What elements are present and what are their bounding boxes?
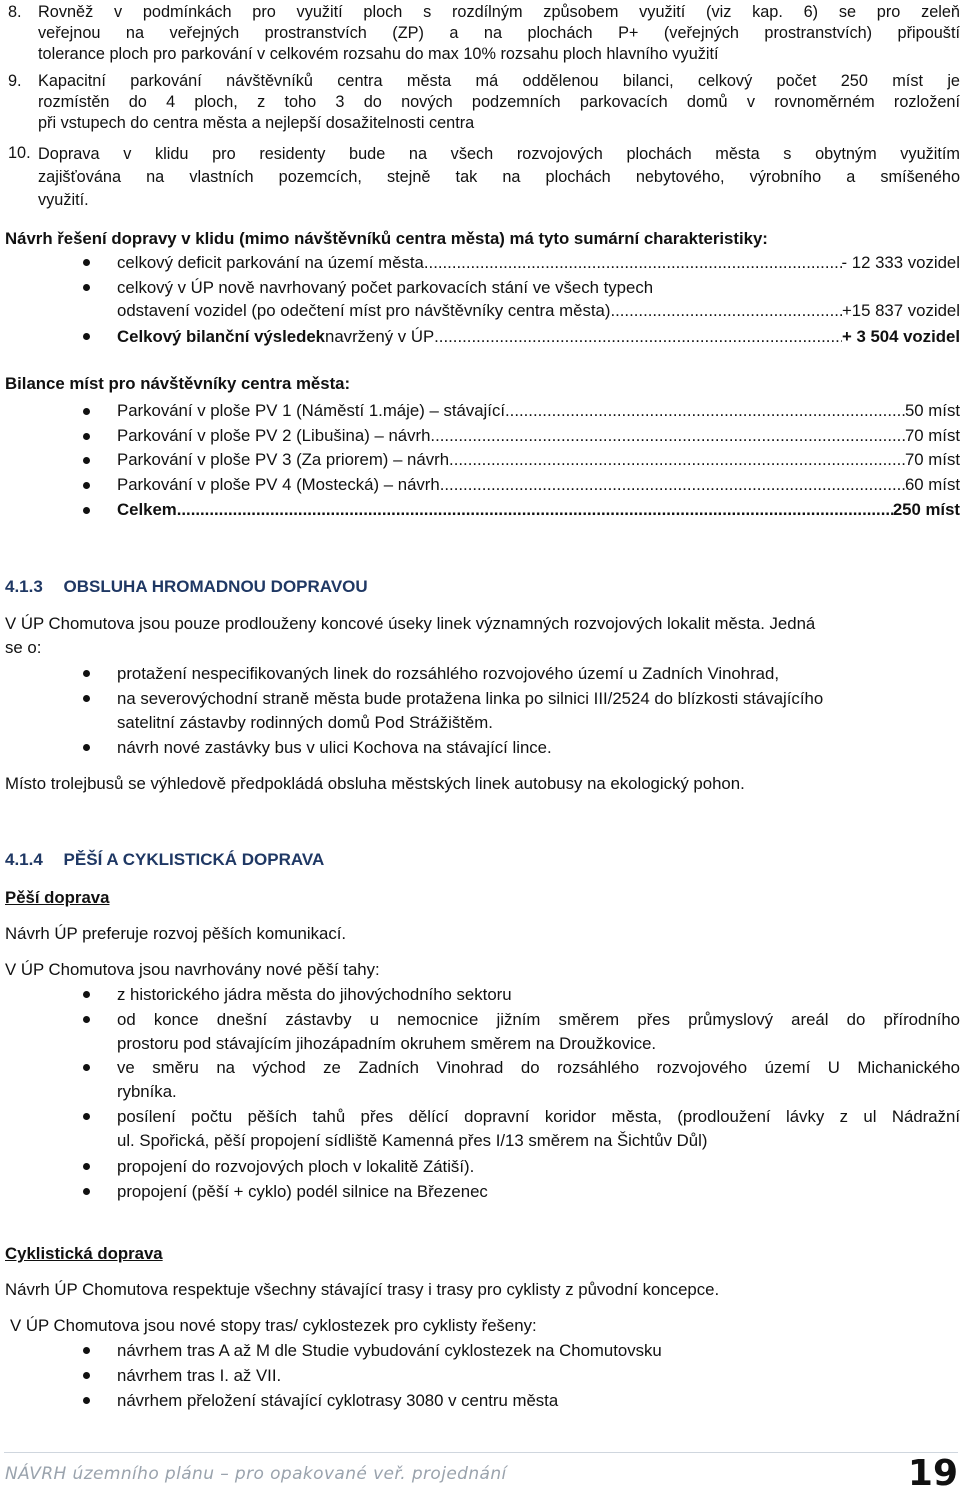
item-line: tolerance ploch pro parkování v celkovém rozsahu do max 10% rozsahu ploch hlavního využití <box>38 45 719 63</box>
item-line: Kapacitní parkování návštěvníků centra města má oddělenou bilanci, celkový počet 250 míst je <box>38 72 960 90</box>
bullet-icon <box>83 482 90 489</box>
section-title: PĚŠÍ A CYKLISTICKÁ DOPRAVA <box>63 850 325 869</box>
row-label: Parkování v ploše PV 2 (Libušina) – návrh <box>117 426 431 445</box>
transit-intro-line2: se o: <box>5 638 42 657</box>
leader-dots <box>434 326 842 348</box>
bullet-icon <box>83 1372 90 1379</box>
bullet-icon <box>83 284 90 291</box>
bullet-icon <box>83 670 90 677</box>
item-line: veřejnou na veřejných prostranstvích (ZP) a na plochách P+ (veřejných prostranstvích) připouští <box>38 24 960 42</box>
row-value: 250 míst <box>892 500 960 519</box>
pedestrian-bullet-cont: rybníka. <box>117 1082 177 1101</box>
pedestrian-bullet-cont: ul. Spořická, pěší propojení sídliště Kamenná přes I/13 směrem na Šichtův Důl) <box>117 1131 708 1150</box>
bullet-icon <box>83 259 90 266</box>
transit-bullet: na severovýchodní straně města bude protažena linka po silnici III/2524 do blízkosti stávajícího <box>117 689 824 708</box>
section-number: 4.1.3 <box>5 577 43 596</box>
row-label: celkový deficit parkování na území města <box>117 253 424 272</box>
transit-bullet: návrh nové zastávky bus v ulici Kochova na stávající lince. <box>117 738 552 757</box>
section-title: OBSLUHA HROMADNOU DOPRAVOU <box>63 577 368 596</box>
leader-dots <box>440 474 905 496</box>
leader-dots <box>430 425 905 447</box>
transit-bullet: protažení nespecifikovaných linek do rozsáhlého rozvojového území u Zadních Vinohrad, <box>117 664 780 683</box>
bullet-icon <box>83 1016 90 1023</box>
visitor-balance-heading: Bilance míst pro návštěvníky centra města: <box>5 374 351 393</box>
pedestrian-subheading: Pěší doprava <box>5 888 110 907</box>
bullet-icon <box>83 507 90 514</box>
bullet-icon <box>83 744 90 751</box>
bullet-icon <box>83 1347 90 1354</box>
row-value: + 3 504 vozidel <box>841 327 960 346</box>
footer-divider <box>4 1452 958 1453</box>
item-number: 8. <box>8 3 22 21</box>
transit-bullet-cont: satelitní zástavby rodinných domů Pod Strážištěm. <box>117 713 493 732</box>
cycling-para1: Návrh ÚP Chomutova respektuje všechny stávající trasy i trasy pro cyklisty z původní koncepce. <box>5 1280 720 1299</box>
bullet-icon <box>83 991 90 998</box>
row-value: 70 míst <box>904 426 960 445</box>
parking-deficit-row <box>117 252 960 274</box>
parking-new-row-line1: celkový v ÚP nově navrhovaný počet parkovacích stání ve všech typech <box>117 278 654 297</box>
bullet-icon <box>83 1113 90 1120</box>
item-line: rozmístěn do 4 ploch, z toho 3 do nových podzemních parkovacích domů v rovnoměrném rozložení <box>38 93 960 111</box>
item-line: Doprava v klidu pro residenty bude na všech rozvojových plochách města s obytným využitím <box>38 145 960 163</box>
bullet-icon <box>83 433 90 440</box>
bullet-icon <box>83 1188 90 1195</box>
row-label: Parkování v ploše PV 4 (Mostecká) – návrh <box>117 475 440 494</box>
cycling-subheading: Cyklistická doprava <box>5 1244 163 1263</box>
pedestrian-para1: Návrh ÚP preferuje rozvoj pěších komunikací. <box>5 924 347 943</box>
item-number: 10. <box>8 144 31 162</box>
pedestrian-bullet: ve směru na východ ze Zadních Vinohrad do rozsáhlého rozvojového území U Michanického <box>117 1058 960 1077</box>
item-line: využití. <box>38 191 89 209</box>
visitor-row-pv3 <box>117 449 960 471</box>
item-line: zajišťována na vlastních pozemcích, stejně tak na plochách nebytového, výrobního a smíšeného <box>38 168 960 186</box>
pedestrian-para2: V ÚP Chomutova jsou navrhovány nové pěší tahy: <box>5 960 380 979</box>
bullet-icon <box>83 695 90 702</box>
item-line: při vstupech do centra města a nejlepší dosažitelnosti centra <box>38 114 475 132</box>
bullet-icon <box>83 1397 90 1404</box>
row-label: navržený v ÚP <box>325 327 435 346</box>
cycling-bullet: návrhem tras A až M dle Studie vybudování cyklostezek na Chomutovsku <box>117 1341 662 1360</box>
section-heading-4-1-3 <box>5 577 368 597</box>
row-value: 50 míst <box>904 401 960 420</box>
pedestrian-bullet: posílení počtu pěších tahů přes dělící dopravní koridor města, (prodloužení lávky z ul Nádražní <box>117 1107 960 1126</box>
leader-dots <box>610 300 842 322</box>
row-label: Parkování v ploše PV 1 (Náměstí 1.máje) – stávající <box>117 401 505 420</box>
bullet-icon <box>83 457 90 464</box>
parking-new-row <box>117 300 960 322</box>
pedestrian-bullet-cont: prostoru pod stávajícím jihozápadním okruhem směrem na Droužkovice. <box>117 1034 657 1053</box>
row-label: Parkování v ploše PV 3 (Za priorem) – návrh <box>117 450 450 469</box>
bullet-icon <box>83 1064 90 1071</box>
row-value: +15 837 vozidel <box>841 301 960 320</box>
cycling-bullet: návrhem tras I. až VII. <box>117 1366 282 1385</box>
pedestrian-bullet: od konce dnešní zástavby u nemocnice jižním směrem přes průmyslový areál do přírodního <box>117 1010 960 1029</box>
item-line: Rovněž v podmínkách pro využití ploch s rozdílným způsobem využití (viz kap. 6) se pro zeleň <box>38 3 960 21</box>
section-heading-4-1-4 <box>5 850 324 870</box>
row-label: odstavení vozidel (po odečtení míst pro návštěvníky centra města) <box>117 301 611 320</box>
leader-dots <box>424 252 842 274</box>
pedestrian-bullet: propojení (pěší + cyklo) podél silnice na Březenec <box>117 1182 488 1201</box>
footer-text: NÁVRH územního plánu – pro opakované veř. projednání <box>5 1464 507 1484</box>
row-label-bold: Celkový bilanční výsledek <box>117 327 326 346</box>
bullet-icon <box>83 333 90 340</box>
section-number: 4.1.4 <box>5 850 43 869</box>
visitor-row-total <box>117 499 960 521</box>
item-number: 9. <box>8 72 22 90</box>
row-value: - 12 333 vozidel <box>841 253 960 272</box>
page-number: 19 <box>907 1453 958 1494</box>
pedestrian-bullet: propojení do rozvojových ploch v lokalitě Zátiší). <box>117 1157 475 1176</box>
row-label: Celkem <box>117 500 177 519</box>
bullet-icon <box>83 408 90 415</box>
parking-summary-heading: Návrh řešení dopravy v klidu (mimo návštěvníků centra města) má tyto sumární charakteristiky: <box>5 229 768 248</box>
row-value: 70 míst <box>904 450 960 469</box>
parking-balance-row <box>117 326 960 348</box>
visitor-row-pv4 <box>117 474 960 496</box>
transit-closing: Místo trolejbusů se výhledově předpokládá obsluha městských linek autobusy na ekologický pohon. <box>5 774 745 793</box>
visitor-row-pv2 <box>117 425 960 447</box>
bullet-icon <box>83 1163 90 1170</box>
leader-dots <box>449 449 905 471</box>
cycling-bullet: návrhem přeložení stávající cyklotrasy 3080 v centru města <box>117 1391 559 1410</box>
leader-dots <box>505 400 905 422</box>
transit-intro-line1: V ÚP Chomutova jsou pouze prodlouženy koncové úseky linek významných rozvojových lokalit města. Jedná <box>5 614 816 633</box>
leader-dots <box>177 499 893 521</box>
row-value: 60 míst <box>904 475 960 494</box>
visitor-row-pv1 <box>117 400 960 422</box>
pedestrian-bullet: z historického jádra města do jihovýchodního sektoru <box>117 985 512 1004</box>
cycling-para2: V ÚP Chomutova jsou nové stopy tras/ cyklostezek pro cyklisty řešeny: <box>10 1316 537 1335</box>
